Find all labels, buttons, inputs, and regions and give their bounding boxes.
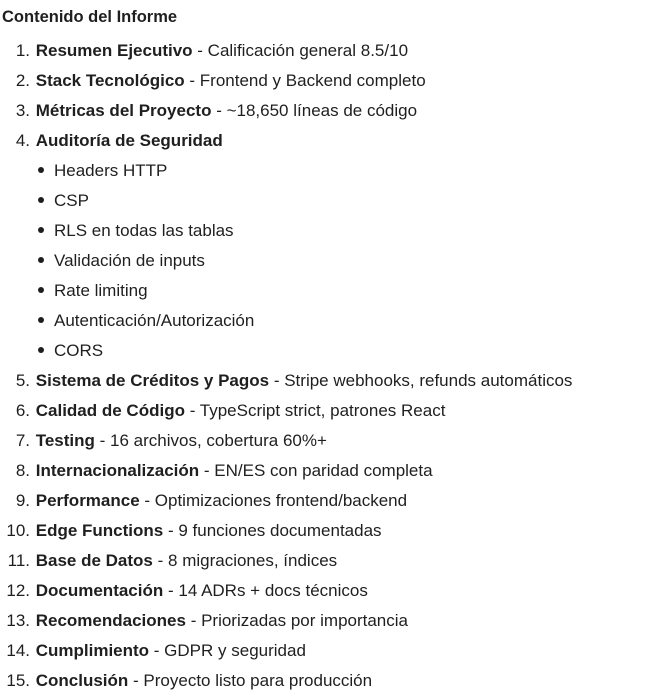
item-number: 3. <box>15 101 30 120</box>
toc-item-documentacion <box>2 576 646 606</box>
item-title: Base de Datos <box>35 551 153 570</box>
item-number: 15. <box>6 671 30 690</box>
item-title: Conclusión <box>35 671 129 690</box>
sub-item-text: Validación de inputs <box>54 251 205 270</box>
bullet-icon <box>38 257 44 263</box>
item-description: - ~18,650 líneas de código <box>211 101 418 120</box>
bullet-icon <box>38 197 44 203</box>
item-title: Resumen Ejecutivo <box>35 41 193 60</box>
toc-item-testing <box>2 426 646 456</box>
item-description: - EN/ES con paridad completa <box>199 461 433 480</box>
item-title: Testing <box>35 431 95 450</box>
item-description: - 9 funciones documentadas <box>163 521 382 540</box>
item-number: 5. <box>15 371 30 390</box>
toc-item-edge-functions <box>2 516 646 546</box>
item-number: 8. <box>15 461 30 480</box>
toc-item-performance <box>2 486 646 516</box>
list-item <box>38 156 646 186</box>
sub-item-text: CORS <box>54 341 104 360</box>
bullet-icon <box>38 167 44 173</box>
security-sublist <box>2 156 646 366</box>
item-description: - Stripe webhooks, refunds automáticos <box>269 371 573 390</box>
item-description: - Optimizaciones frontend/backend <box>139 491 408 510</box>
list-item <box>38 276 646 306</box>
page-title: Contenido del Informe <box>2 8 178 26</box>
toc-item-conclusion <box>2 666 646 694</box>
list-item <box>38 186 646 216</box>
item-description: - Calificación general 8.5/10 <box>192 41 409 60</box>
toc-item-creditos <box>2 366 646 396</box>
item-number: 14. <box>6 641 30 660</box>
toc-item-calidad <box>2 396 646 426</box>
item-number: 6. <box>15 401 30 420</box>
list-item <box>38 216 646 246</box>
toc-item-metricas <box>2 96 646 126</box>
bullet-icon <box>38 287 44 293</box>
item-number: 1. <box>15 41 30 60</box>
bullet-icon <box>38 317 44 323</box>
toc-item-base-datos <box>2 546 646 576</box>
list-item <box>38 306 646 336</box>
item-description: - Proyecto listo para producción <box>128 671 373 690</box>
item-title: Stack Tecnológico <box>35 71 185 90</box>
item-description: - Priorizadas por importancia <box>185 611 408 630</box>
bullet-icon <box>38 227 44 233</box>
item-title: Calidad de Código <box>35 401 185 420</box>
item-description: - 16 archivos, cobertura 60%+ <box>94 431 327 450</box>
item-description: - TypeScript strict, patrones React <box>184 401 446 420</box>
item-number: 10. <box>6 521 30 540</box>
list-item <box>38 336 646 366</box>
item-title: Documentación <box>35 581 164 600</box>
item-number: 11. <box>7 551 30 570</box>
list-item <box>38 246 646 276</box>
item-title: Internacionalización <box>35 461 200 480</box>
sub-item-text: Rate limiting <box>54 281 148 300</box>
item-description: - GDPR y seguridad <box>149 641 306 660</box>
table-of-contents <box>2 36 646 694</box>
sub-item-text: Headers HTTP <box>54 161 168 180</box>
sub-item-text: RLS en todas las tablas <box>54 221 234 240</box>
item-number: 13. <box>6 611 30 630</box>
toc-item-resumen <box>2 36 646 66</box>
item-description: - Frontend y Backend completo <box>184 71 426 90</box>
toc-item-recomendaciones <box>2 606 646 636</box>
item-description: - 14 ADRs + docs técnicos <box>163 581 368 600</box>
item-number: 4. <box>15 131 30 150</box>
item-title: Auditoría de Seguridad <box>35 131 223 150</box>
item-title: Métricas del Proyecto <box>35 101 212 120</box>
item-description: - 8 migraciones, índices <box>152 551 338 570</box>
sub-item-text: Autenticación/Autorización <box>54 311 255 330</box>
toc-item-i18n <box>2 456 646 486</box>
item-number: 7. <box>15 431 30 450</box>
item-title: Cumplimiento <box>35 641 150 660</box>
item-number: 12. <box>6 581 30 600</box>
item-number: 2. <box>15 71 30 90</box>
bullet-icon <box>38 347 44 353</box>
item-title: Recomendaciones <box>35 611 186 630</box>
toc-item-stack <box>2 66 646 96</box>
sub-item-text: CSP <box>54 191 89 210</box>
toc-item-cumplimiento <box>2 636 646 666</box>
item-title: Performance <box>35 491 140 510</box>
toc-item-seguridad <box>2 126 646 366</box>
item-title: Edge Functions <box>35 521 164 540</box>
item-title: Sistema de Créditos y Pagos <box>35 371 270 390</box>
item-number: 9. <box>15 491 30 510</box>
